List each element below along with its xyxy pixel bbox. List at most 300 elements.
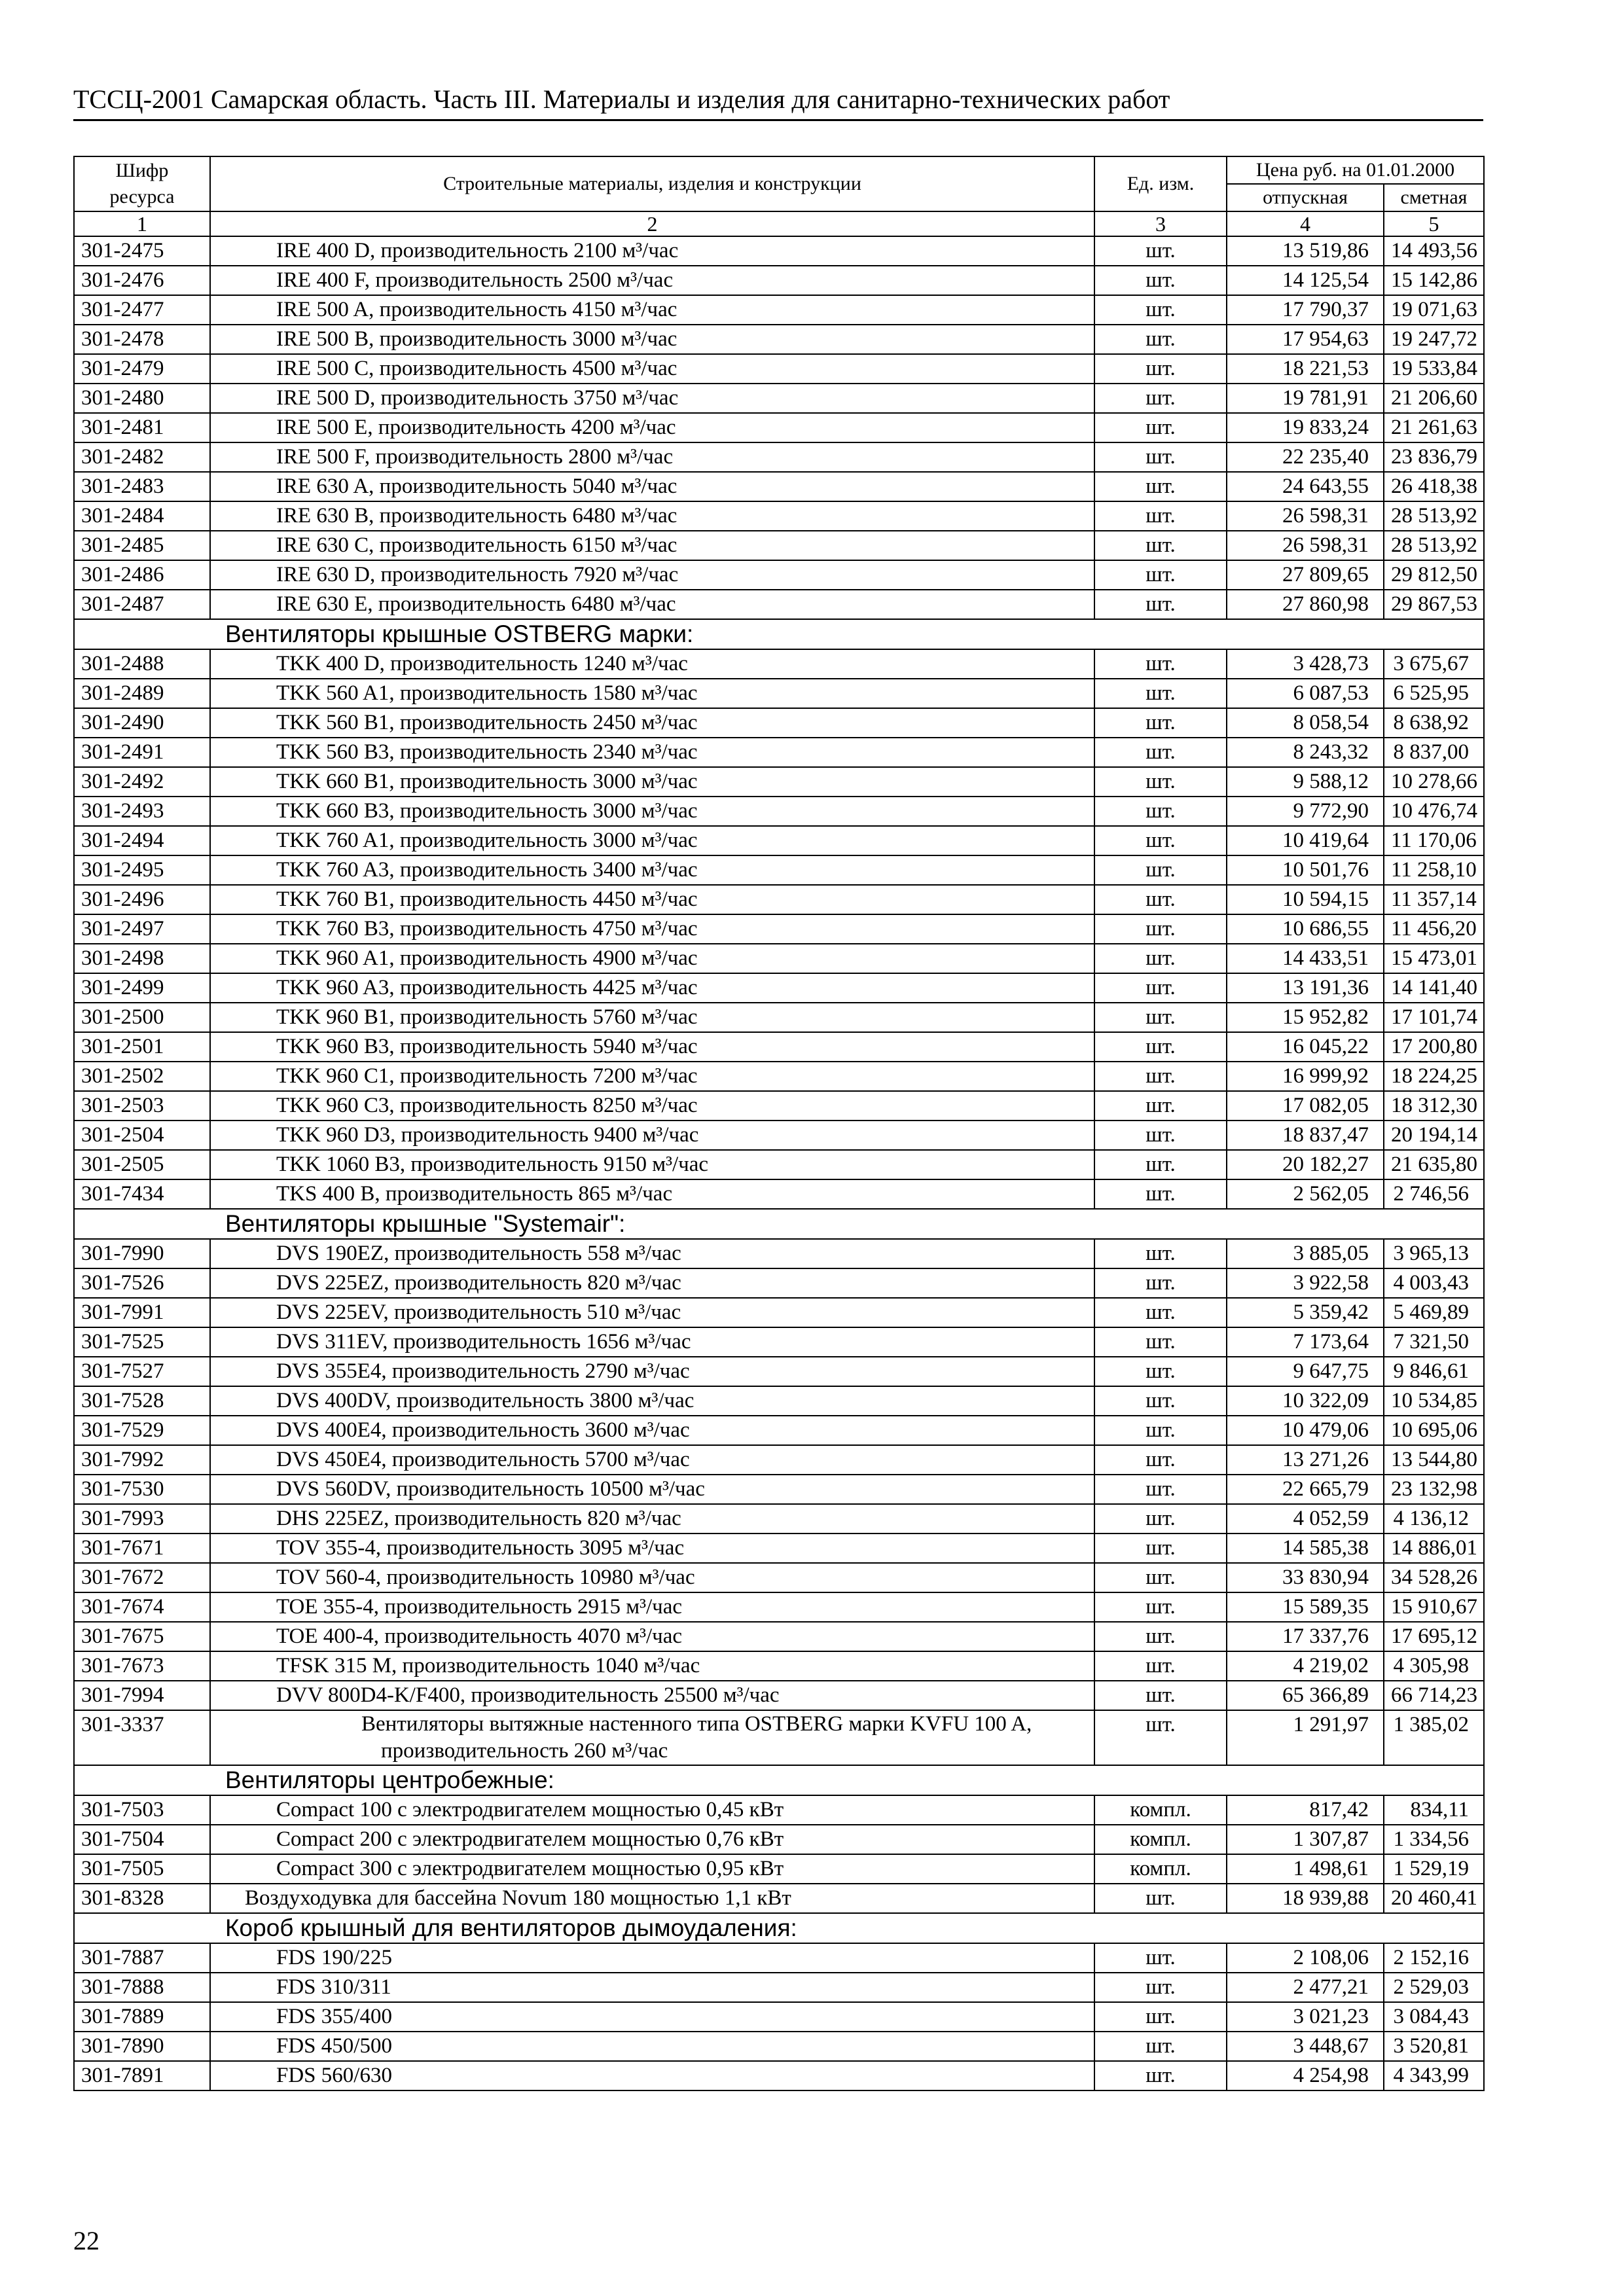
unit-cell: шт. bbox=[1094, 1091, 1227, 1121]
header-unit: Ед. изм. bbox=[1094, 156, 1227, 211]
column-number: 3 bbox=[1094, 211, 1227, 236]
table-row bbox=[74, 708, 1484, 738]
table-row bbox=[74, 797, 1484, 826]
estimate-price: 17 200,80 bbox=[1384, 1032, 1484, 1062]
release-price: 3 428,73 bbox=[1227, 649, 1384, 679]
resource-code: 301-2502 bbox=[74, 1062, 210, 1091]
estimate-price: 11 456,20 bbox=[1384, 914, 1484, 944]
resource-code: 301-7672 bbox=[74, 1563, 210, 1592]
estimate-price: 11 258,10 bbox=[1384, 855, 1484, 885]
material-name: IRE 630 A, производительность 5040 м³/час bbox=[210, 472, 1094, 501]
resource-code: 301-2504 bbox=[74, 1121, 210, 1150]
unit-cell: шт. bbox=[1094, 1327, 1227, 1357]
release-price: 3 448,67 bbox=[1227, 2032, 1384, 2061]
material-name: TKK 760 A1, производительность 3000 м³/час bbox=[210, 826, 1094, 855]
table-row bbox=[74, 325, 1484, 354]
section-row bbox=[74, 1913, 1484, 1943]
table-row bbox=[74, 649, 1484, 679]
estimate-price: 13 544,80 bbox=[1384, 1445, 1484, 1475]
estimate-price: 15 473,01 bbox=[1384, 944, 1484, 973]
resource-code: 301-7888 bbox=[74, 1973, 210, 2002]
table-row bbox=[74, 501, 1484, 531]
table-row bbox=[74, 1854, 1484, 1884]
estimate-price: 8 638,92 bbox=[1384, 708, 1484, 738]
unit-cell: шт. bbox=[1094, 1357, 1227, 1386]
table-row bbox=[74, 855, 1484, 885]
table-row bbox=[74, 1943, 1484, 1973]
material-name: Compact 100 с электродвигателем мощностью 0,45 кВт bbox=[210, 1795, 1094, 1825]
estimate-price: 14 886,01 bbox=[1384, 1534, 1484, 1563]
table-row bbox=[74, 944, 1484, 973]
table-row bbox=[74, 2002, 1484, 2032]
table-row bbox=[74, 531, 1484, 560]
release-price: 10 322,09 bbox=[1227, 1386, 1384, 1416]
estimate-price: 29 867,53 bbox=[1384, 590, 1484, 619]
unit-cell: шт. bbox=[1094, 325, 1227, 354]
header-name: Строительные материалы, изделия и конструкции bbox=[210, 156, 1094, 211]
unit-cell: шт. bbox=[1094, 1943, 1227, 1973]
material-name: DVS 400E4, производительность 3600 м³/час bbox=[210, 1416, 1094, 1445]
price-table-container bbox=[73, 156, 1483, 2091]
table-row bbox=[74, 1357, 1484, 1386]
release-price: 24 643,55 bbox=[1227, 472, 1384, 501]
estimate-price: 2 152,16 bbox=[1384, 1943, 1484, 1973]
material-name: IRE 400 D, производительность 2100 м³/час bbox=[210, 236, 1094, 266]
unit-cell: шт. bbox=[1094, 649, 1227, 679]
table-row bbox=[74, 1298, 1484, 1327]
unit-cell: шт. bbox=[1094, 1150, 1227, 1179]
table-row bbox=[74, 2032, 1484, 2061]
resource-code: 301-7505 bbox=[74, 1854, 210, 1884]
material-name: Вентиляторы вытяжные настенного типа OSTBERG марки KVFU 100 A, производительность 260 м³/час bbox=[210, 1710, 1094, 1765]
resource-code: 301-2482 bbox=[74, 442, 210, 472]
resource-code: 301-2483 bbox=[74, 472, 210, 501]
table-row bbox=[74, 266, 1484, 295]
release-price: 18 221,53 bbox=[1227, 354, 1384, 384]
table-row bbox=[74, 1563, 1484, 1592]
material-name: TKK 760 B3, производительность 4750 м³/час bbox=[210, 914, 1094, 944]
material-name: TOV 355-4, производительность 3095 м³/час bbox=[210, 1534, 1094, 1563]
unit-cell: компл. bbox=[1094, 1795, 1227, 1825]
estimate-price: 3 084,43 bbox=[1384, 2002, 1484, 2032]
estimate-price: 4 136,12 bbox=[1384, 1504, 1484, 1534]
release-price: 20 182,27 bbox=[1227, 1150, 1384, 1179]
material-name: IRE 500 D, производительность 3750 м³/час bbox=[210, 384, 1094, 413]
unit-cell: шт. bbox=[1094, 1032, 1227, 1062]
material-name: TOE 400-4, производительность 4070 м³/час bbox=[210, 1622, 1094, 1651]
release-price: 15 952,82 bbox=[1227, 1003, 1384, 1032]
table-row bbox=[74, 354, 1484, 384]
table-row bbox=[74, 236, 1484, 266]
release-price: 10 419,64 bbox=[1227, 826, 1384, 855]
material-name: TKK 400 D, производительность 1240 м³/час bbox=[210, 649, 1094, 679]
table-row bbox=[74, 1445, 1484, 1475]
material-name: TKK 960 D3, производительность 9400 м³/час bbox=[210, 1121, 1094, 1150]
resource-code: 301-7529 bbox=[74, 1416, 210, 1445]
unit-cell: шт. bbox=[1094, 1710, 1227, 1765]
material-name: TKK 560 A1, производительность 1580 м³/час bbox=[210, 679, 1094, 708]
resource-code: 301-7887 bbox=[74, 1943, 210, 1973]
table-row bbox=[74, 1622, 1484, 1651]
resource-code: 301-2478 bbox=[74, 325, 210, 354]
table-row bbox=[74, 1091, 1484, 1121]
resource-code: 301-7530 bbox=[74, 1475, 210, 1504]
resource-code: 301-7525 bbox=[74, 1327, 210, 1357]
material-name: DVS 225EV, производительность 510 м³/час bbox=[210, 1298, 1094, 1327]
unit-cell: шт. bbox=[1094, 767, 1227, 797]
section-row bbox=[74, 1209, 1484, 1239]
material-name: IRE 630 C, производительность 6150 м³/час bbox=[210, 531, 1094, 560]
estimate-price: 21 206,60 bbox=[1384, 384, 1484, 413]
section-title: Вентиляторы центробежные: bbox=[74, 1765, 1484, 1795]
table-row bbox=[74, 973, 1484, 1003]
table-row bbox=[74, 1825, 1484, 1854]
release-price: 26 598,31 bbox=[1227, 501, 1384, 531]
resource-code: 301-7990 bbox=[74, 1239, 210, 1268]
material-name: FDS 450/500 bbox=[210, 2032, 1094, 2061]
release-price: 5 359,42 bbox=[1227, 1298, 1384, 1327]
resource-code: 301-2501 bbox=[74, 1032, 210, 1062]
estimate-price: 8 837,00 bbox=[1384, 738, 1484, 767]
header-price-release: отпускная bbox=[1227, 184, 1384, 211]
unit-cell: шт. bbox=[1094, 2002, 1227, 2032]
release-price: 4 254,98 bbox=[1227, 2061, 1384, 2090]
price-table bbox=[73, 156, 1485, 2091]
estimate-price: 10 278,66 bbox=[1384, 767, 1484, 797]
table-row bbox=[74, 1150, 1484, 1179]
estimate-price: 15 910,67 bbox=[1384, 1592, 1484, 1622]
table-row bbox=[74, 738, 1484, 767]
estimate-price: 11 357,14 bbox=[1384, 885, 1484, 914]
resource-code: 301-2492 bbox=[74, 767, 210, 797]
table-row bbox=[74, 1179, 1484, 1209]
unit-cell: компл. bbox=[1094, 1854, 1227, 1884]
release-price: 26 598,31 bbox=[1227, 531, 1384, 560]
material-name: TKK 960 C1, производительность 7200 м³/час bbox=[210, 1062, 1094, 1091]
release-price: 16 999,92 bbox=[1227, 1062, 1384, 1091]
unit-cell: шт. bbox=[1094, 1534, 1227, 1563]
estimate-price: 2 529,03 bbox=[1384, 1973, 1484, 2002]
release-price: 16 045,22 bbox=[1227, 1032, 1384, 1062]
material-name: TKK 760 A3, производительность 3400 м³/час bbox=[210, 855, 1094, 885]
release-price: 14 585,38 bbox=[1227, 1534, 1384, 1563]
page-header: ТССЦ-2001 Самарская область. Часть III. Материалы и изделия для санитарно-технических работ bbox=[73, 84, 1483, 121]
resource-code: 301-2488 bbox=[74, 649, 210, 679]
resource-code: 301-2490 bbox=[74, 708, 210, 738]
release-price: 9 647,75 bbox=[1227, 1357, 1384, 1386]
release-price: 2 108,06 bbox=[1227, 1943, 1384, 1973]
unit-cell: шт. bbox=[1094, 738, 1227, 767]
table-row bbox=[74, 1534, 1484, 1563]
release-price: 13 271,26 bbox=[1227, 1445, 1384, 1475]
estimate-price: 17 695,12 bbox=[1384, 1622, 1484, 1651]
column-number: 4 bbox=[1227, 211, 1384, 236]
column-number: 2 bbox=[210, 211, 1094, 236]
section-title: Вентиляторы крышные "Systemair": bbox=[74, 1209, 1484, 1239]
unit-cell: шт. bbox=[1094, 1973, 1227, 2002]
resource-code: 301-2505 bbox=[74, 1150, 210, 1179]
resource-code: 301-7992 bbox=[74, 1445, 210, 1475]
resource-code: 301-2495 bbox=[74, 855, 210, 885]
resource-code: 301-2498 bbox=[74, 944, 210, 973]
unit-cell: шт. bbox=[1094, 1298, 1227, 1327]
material-name: DVS 225EZ, производительность 820 м³/час bbox=[210, 1268, 1094, 1298]
table-row bbox=[74, 1003, 1484, 1032]
unit-cell: шт. bbox=[1094, 1121, 1227, 1150]
resource-code: 301-7889 bbox=[74, 2002, 210, 2032]
resource-code: 301-7675 bbox=[74, 1622, 210, 1651]
estimate-price: 9 846,61 bbox=[1384, 1357, 1484, 1386]
release-price: 17 954,63 bbox=[1227, 325, 1384, 354]
release-price: 8 243,32 bbox=[1227, 738, 1384, 767]
unit-cell: шт. bbox=[1094, 2032, 1227, 2061]
unit-cell: шт. bbox=[1094, 679, 1227, 708]
estimate-price: 21 635,80 bbox=[1384, 1150, 1484, 1179]
estimate-price: 3 965,13 bbox=[1384, 1239, 1484, 1268]
release-price: 10 594,15 bbox=[1227, 885, 1384, 914]
unit-cell: шт. bbox=[1094, 266, 1227, 295]
release-price: 10 686,55 bbox=[1227, 914, 1384, 944]
table-row bbox=[74, 1710, 1484, 1765]
estimate-price: 10 695,06 bbox=[1384, 1416, 1484, 1445]
resource-code: 301-8328 bbox=[74, 1884, 210, 1913]
material-name: DVS 311EV, производительность 1656 м³/час bbox=[210, 1327, 1094, 1357]
resource-code: 301-2487 bbox=[74, 590, 210, 619]
estimate-price: 19 533,84 bbox=[1384, 354, 1484, 384]
material-name: TKS 400 B, производительность 865 м³/час bbox=[210, 1179, 1094, 1209]
table-row bbox=[74, 767, 1484, 797]
estimate-price: 26 418,38 bbox=[1384, 472, 1484, 501]
estimate-price: 29 812,50 bbox=[1384, 560, 1484, 590]
material-name: DVS 450E4, производительность 5700 м³/час bbox=[210, 1445, 1094, 1475]
header-price: Цена руб. на 01.01.2000 bbox=[1227, 156, 1484, 184]
column-number: 5 bbox=[1384, 211, 1484, 236]
release-price: 27 860,98 bbox=[1227, 590, 1384, 619]
material-name: TKK 560 B3, производительность 2340 м³/час bbox=[210, 738, 1094, 767]
release-price: 13 191,36 bbox=[1227, 973, 1384, 1003]
release-price: 9 772,90 bbox=[1227, 797, 1384, 826]
unit-cell: шт. bbox=[1094, 855, 1227, 885]
material-name: TKK 960 B1, производительность 5760 м³/час bbox=[210, 1003, 1094, 1032]
table-row bbox=[74, 384, 1484, 413]
table-row bbox=[74, 1592, 1484, 1622]
table-row bbox=[74, 2061, 1484, 2090]
material-name: DHS 225EZ, производительность 820 м³/час bbox=[210, 1504, 1094, 1534]
resource-code: 301-7993 bbox=[74, 1504, 210, 1534]
estimate-price: 10 476,74 bbox=[1384, 797, 1484, 826]
unit-cell: шт. bbox=[1094, 560, 1227, 590]
section-row bbox=[74, 1765, 1484, 1795]
table-row bbox=[74, 1681, 1484, 1710]
estimate-price: 19 247,72 bbox=[1384, 325, 1484, 354]
table-row bbox=[74, 413, 1484, 442]
release-price: 1 498,61 bbox=[1227, 1854, 1384, 1884]
resource-code: 301-2485 bbox=[74, 531, 210, 560]
release-price: 14 433,51 bbox=[1227, 944, 1384, 973]
resource-code: 301-2480 bbox=[74, 384, 210, 413]
release-price: 17 337,76 bbox=[1227, 1622, 1384, 1651]
table-row bbox=[74, 442, 1484, 472]
resource-code: 301-7503 bbox=[74, 1795, 210, 1825]
table-row bbox=[74, 1032, 1484, 1062]
material-name: TKK 960 A3, производительность 4425 м³/час bbox=[210, 973, 1094, 1003]
material-name: DVS 400DV, производительность 3800 м³/час bbox=[210, 1386, 1094, 1416]
section-title: Короб крышный для вентиляторов дымоудаления: bbox=[74, 1913, 1484, 1943]
material-name: IRE 500 E, производительность 4200 м³/час bbox=[210, 413, 1094, 442]
estimate-price: 23 836,79 bbox=[1384, 442, 1484, 472]
estimate-price: 17 101,74 bbox=[1384, 1003, 1484, 1032]
unit-cell: шт. bbox=[1094, 384, 1227, 413]
resource-code: 301-7991 bbox=[74, 1298, 210, 1327]
release-price: 22 235,40 bbox=[1227, 442, 1384, 472]
release-price: 10 479,06 bbox=[1227, 1416, 1384, 1445]
table-row bbox=[74, 1239, 1484, 1268]
header-price-estimate: сметная bbox=[1384, 184, 1484, 211]
release-price: 3 885,05 bbox=[1227, 1239, 1384, 1268]
material-name: IRE 500 C, производительность 4500 м³/час bbox=[210, 354, 1094, 384]
table-row bbox=[74, 1884, 1484, 1913]
material-name: Compact 200 с электродвигателем мощностью 0,76 кВт bbox=[210, 1825, 1094, 1854]
estimate-price: 28 513,92 bbox=[1384, 501, 1484, 531]
unit-cell: компл. bbox=[1094, 1825, 1227, 1854]
material-name: TKK 960 A1, производительность 4900 м³/час bbox=[210, 944, 1094, 973]
unit-cell: шт. bbox=[1094, 885, 1227, 914]
release-price: 27 809,65 bbox=[1227, 560, 1384, 590]
unit-cell: шт. bbox=[1094, 797, 1227, 826]
release-price: 18 939,88 bbox=[1227, 1884, 1384, 1913]
material-name: Compact 300 с электродвигателем мощностью 0,95 кВт bbox=[210, 1854, 1094, 1884]
estimate-price: 18 224,25 bbox=[1384, 1062, 1484, 1091]
table-row bbox=[74, 1062, 1484, 1091]
resource-code: 301-7671 bbox=[74, 1534, 210, 1563]
resource-code: 301-2481 bbox=[74, 413, 210, 442]
estimate-price: 4 343,99 bbox=[1384, 2061, 1484, 2090]
unit-cell: шт. bbox=[1094, 973, 1227, 1003]
estimate-price: 3 520,81 bbox=[1384, 2032, 1484, 2061]
material-name: IRE 630 B, производительность 6480 м³/час bbox=[210, 501, 1094, 531]
material-name: FDS 560/630 bbox=[210, 2061, 1094, 2090]
table-row bbox=[74, 914, 1484, 944]
unit-cell: шт. bbox=[1094, 1681, 1227, 1710]
unit-cell: шт. bbox=[1094, 236, 1227, 266]
release-price: 13 519,86 bbox=[1227, 236, 1384, 266]
unit-cell: шт. bbox=[1094, 442, 1227, 472]
release-price: 65 366,89 bbox=[1227, 1681, 1384, 1710]
table-row bbox=[74, 590, 1484, 619]
release-price: 817,42 bbox=[1227, 1795, 1384, 1825]
material-name: TKK 660 B3, производительность 3000 м³/час bbox=[210, 797, 1094, 826]
resource-code: 301-2500 bbox=[74, 1003, 210, 1032]
release-price: 22 665,79 bbox=[1227, 1475, 1384, 1504]
resource-code: 301-7674 bbox=[74, 1592, 210, 1622]
estimate-price: 21 261,63 bbox=[1384, 413, 1484, 442]
resource-code: 301-2494 bbox=[74, 826, 210, 855]
unit-cell: шт. bbox=[1094, 2061, 1227, 2090]
estimate-price: 4 003,43 bbox=[1384, 1268, 1484, 1298]
unit-cell: шт. bbox=[1094, 708, 1227, 738]
material-name: IRE 500 B, производительность 3000 м³/час bbox=[210, 325, 1094, 354]
unit-cell: шт. bbox=[1094, 1475, 1227, 1504]
resource-code: 301-3337 bbox=[74, 1710, 210, 1765]
material-name: TKK 960 B3, производительность 5940 м³/час bbox=[210, 1032, 1094, 1062]
resource-code: 301-2479 bbox=[74, 354, 210, 384]
estimate-price: 18 312,30 bbox=[1384, 1091, 1484, 1121]
release-price: 19 781,91 bbox=[1227, 384, 1384, 413]
resource-code: 301-7890 bbox=[74, 2032, 210, 2061]
material-name: IRE 630 E, производительность 6480 м³/час bbox=[210, 590, 1094, 619]
unit-cell: шт. bbox=[1094, 1179, 1227, 1209]
unit-cell: шт. bbox=[1094, 914, 1227, 944]
unit-cell: шт. bbox=[1094, 944, 1227, 973]
material-name: TFSK 315 M, производительность 1040 м³/час bbox=[210, 1651, 1094, 1681]
resource-code: 301-7673 bbox=[74, 1651, 210, 1681]
release-price: 19 833,24 bbox=[1227, 413, 1384, 442]
resource-code: 301-2484 bbox=[74, 501, 210, 531]
estimate-price: 23 132,98 bbox=[1384, 1475, 1484, 1504]
table-row bbox=[74, 826, 1484, 855]
estimate-price: 5 469,89 bbox=[1384, 1298, 1484, 1327]
table-row bbox=[74, 1475, 1484, 1504]
column-number: 1 bbox=[74, 211, 210, 236]
estimate-price: 7 321,50 bbox=[1384, 1327, 1484, 1357]
unit-cell: шт. bbox=[1094, 1416, 1227, 1445]
estimate-price: 4 305,98 bbox=[1384, 1651, 1484, 1681]
estimate-price: 20 194,14 bbox=[1384, 1121, 1484, 1150]
estimate-price: 14 493,56 bbox=[1384, 236, 1484, 266]
unit-cell: шт. bbox=[1094, 1239, 1227, 1268]
release-price: 2 477,21 bbox=[1227, 1973, 1384, 2002]
material-name: IRE 630 D, производительность 7920 м³/час bbox=[210, 560, 1094, 590]
material-name: Воздуходувка для бассейна Novum 180 мощностью 1,1 кВт bbox=[210, 1884, 1094, 1913]
resource-code: 301-7504 bbox=[74, 1825, 210, 1854]
table-row bbox=[74, 560, 1484, 590]
page-number: 22 bbox=[73, 2226, 99, 2255]
unit-cell: шт. bbox=[1094, 1445, 1227, 1475]
material-name: DVS 355E4, производительность 2790 м³/час bbox=[210, 1357, 1094, 1386]
release-price: 1 307,87 bbox=[1227, 1825, 1384, 1854]
estimate-price: 1 529,19 bbox=[1384, 1854, 1484, 1884]
release-price: 18 837,47 bbox=[1227, 1121, 1384, 1150]
unit-cell: шт. bbox=[1094, 1003, 1227, 1032]
estimate-price: 10 534,85 bbox=[1384, 1386, 1484, 1416]
release-price: 7 173,64 bbox=[1227, 1327, 1384, 1357]
release-price: 17 790,37 bbox=[1227, 295, 1384, 325]
section-row bbox=[74, 619, 1484, 649]
table-row bbox=[74, 1651, 1484, 1681]
table-row bbox=[74, 295, 1484, 325]
estimate-price: 28 513,92 bbox=[1384, 531, 1484, 560]
release-price: 3 922,58 bbox=[1227, 1268, 1384, 1298]
estimate-price: 11 170,06 bbox=[1384, 826, 1484, 855]
release-price: 15 589,35 bbox=[1227, 1592, 1384, 1622]
release-price: 17 082,05 bbox=[1227, 1091, 1384, 1121]
unit-cell: шт. bbox=[1094, 1504, 1227, 1534]
unit-cell: шт. bbox=[1094, 1386, 1227, 1416]
material-name: TKK 960 C3, производительность 8250 м³/час bbox=[210, 1091, 1094, 1121]
resource-code: 301-7526 bbox=[74, 1268, 210, 1298]
table-row bbox=[74, 1504, 1484, 1534]
material-name: TKK 560 B1, производительность 2450 м³/час bbox=[210, 708, 1094, 738]
resource-code: 301-2489 bbox=[74, 679, 210, 708]
release-price: 6 087,53 bbox=[1227, 679, 1384, 708]
estimate-price: 19 071,63 bbox=[1384, 295, 1484, 325]
estimate-price: 834,11 bbox=[1384, 1795, 1484, 1825]
material-name: DVS 190EZ, производительность 558 м³/час bbox=[210, 1239, 1094, 1268]
release-price: 3 021,23 bbox=[1227, 2002, 1384, 2032]
material-name: DVV 800D4-K/F400, производительность 25500 м³/час bbox=[210, 1681, 1094, 1710]
resource-code: 301-7891 bbox=[74, 2061, 210, 2090]
resource-code: 301-7434 bbox=[74, 1179, 210, 1209]
